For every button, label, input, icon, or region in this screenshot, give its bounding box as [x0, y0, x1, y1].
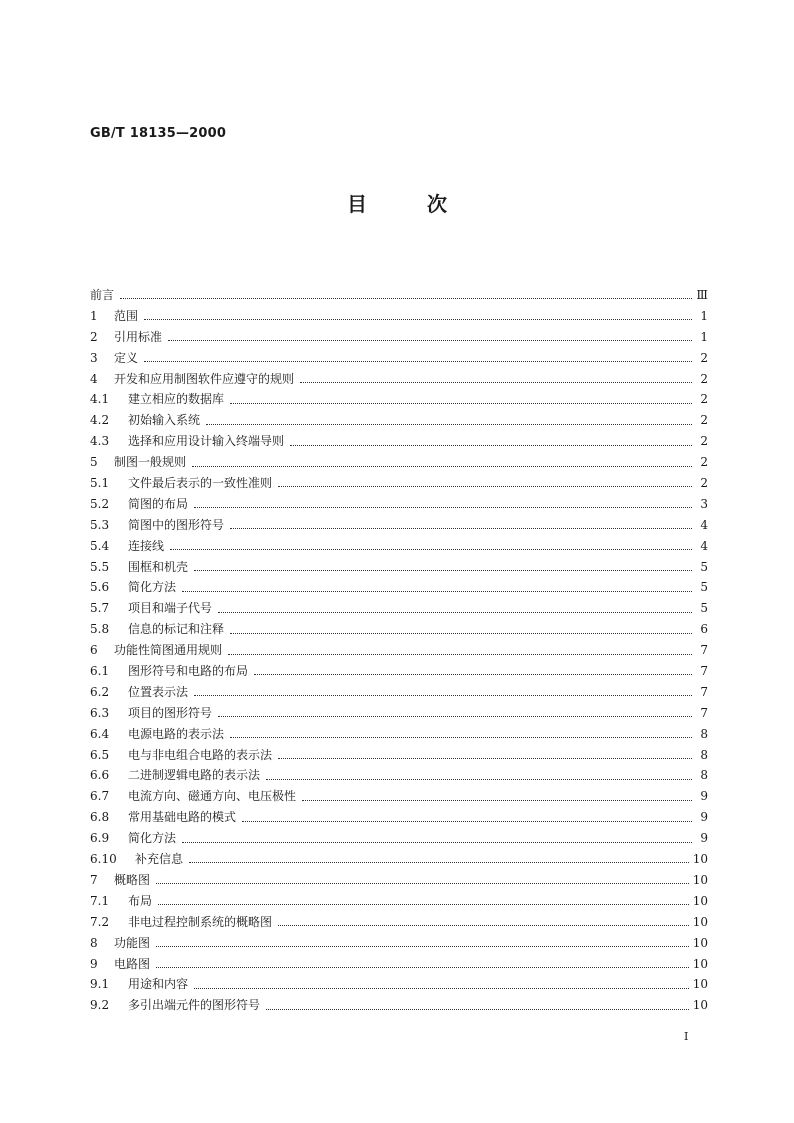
- toc-entry-page: 10: [692, 914, 708, 929]
- toc-leader-dots: [120, 297, 692, 299]
- toc-leader-dots: [230, 632, 692, 634]
- toc-entry-number: 4.1: [90, 392, 110, 407]
- toc-entry-number: 5.2: [90, 496, 110, 511]
- toc-entry-number: 3: [90, 350, 98, 365]
- toc-entry[interactable]: [90, 348, 708, 369]
- toc-entry-page: 5: [700, 559, 708, 574]
- toc-entry-label: 前言: [90, 288, 115, 302]
- toc-leader-dots: [194, 506, 692, 508]
- toc-entry-label: 信息的标记和注释: [128, 622, 225, 637]
- toc-entry-label: 简图的布局: [128, 496, 189, 511]
- toc-leader-dots: [230, 527, 692, 529]
- toc-entry-label: 围框和机壳: [128, 559, 189, 574]
- toc-entry[interactable]: [90, 431, 708, 452]
- toc-entry-number: 6.7: [90, 789, 110, 804]
- toc-entry-label: 引用标准: [114, 329, 163, 344]
- toc-entry-label: 电路图: [114, 956, 151, 971]
- toc-entry-page: 1: [700, 308, 708, 323]
- toc-entry-number: 5.5: [90, 559, 110, 574]
- toc-leader-dots: [194, 987, 689, 989]
- toc-entry-page: 9: [700, 831, 708, 846]
- toc-leader-dots: [168, 339, 692, 341]
- toc-entry-label: 项目和端子代号: [128, 601, 213, 616]
- toc-entry-number: 6.4: [90, 726, 110, 741]
- toc-entry[interactable]: [90, 285, 708, 306]
- toc-entry-label: 多引出端元件的图形符号: [128, 998, 261, 1013]
- toc-entry-page: 2: [700, 455, 708, 470]
- toc-leader-dots: [266, 778, 692, 780]
- toc-entry-label: 定义: [114, 350, 139, 365]
- toc-entry-label: 布局: [128, 893, 153, 908]
- toc-entry-page: 4: [700, 538, 708, 553]
- toc-entry[interactable]: [90, 661, 708, 682]
- toc-entry-label: 选择和应用设计输入终端导则: [128, 434, 285, 449]
- toc-entry-page: 2: [700, 371, 708, 386]
- toc-entry[interactable]: [90, 619, 708, 640]
- toc-entry-number: 6.8: [90, 810, 110, 825]
- toc-entry-number: 5.6: [90, 580, 110, 595]
- toc-entry-number: 9.2: [90, 998, 110, 1013]
- toc-entry-label: 制图一般规则: [114, 455, 187, 470]
- toc-entry[interactable]: [90, 974, 708, 995]
- toc-entry-label: 连接线: [128, 538, 165, 553]
- toc-entry-label: 范围: [114, 308, 139, 323]
- toc-entry[interactable]: [90, 891, 708, 912]
- toc-title: [0, 188, 794, 217]
- toc-entry[interactable]: [90, 954, 708, 975]
- toc-leader-dots: [230, 736, 692, 738]
- toc-entry-page: 2: [700, 392, 708, 407]
- toc-entry-label: 二进制逻辑电路的表示法: [128, 768, 261, 783]
- toc-entry[interactable]: [90, 515, 708, 536]
- toc-leader-dots: [156, 882, 689, 884]
- toc-entry-number: 6.6: [90, 768, 110, 783]
- toc-entry-number: 6.2: [90, 684, 110, 699]
- standard-code: GB/T 18135—2000: [90, 126, 227, 141]
- toc-entry[interactable]: [90, 640, 708, 661]
- toc-entry-page: 8: [700, 726, 708, 741]
- toc-entry-label: 电源电路的表示法: [128, 726, 225, 741]
- toc-leader-dots: [194, 569, 692, 571]
- toc-entry-page: 10: [692, 977, 708, 992]
- toc-entry-label: 功能图: [114, 935, 151, 950]
- toc-entry[interactable]: [90, 849, 708, 870]
- toc-entry-number: 2: [90, 329, 98, 344]
- toc-leader-dots: [182, 841, 692, 843]
- toc-entry-number: 6: [90, 643, 98, 658]
- toc-entry-label: 功能性简图通用规则: [114, 643, 223, 658]
- toc-leader-dots: [144, 360, 692, 362]
- toc-entry-page: 2: [700, 350, 708, 365]
- toc-entry-number: 4: [90, 371, 98, 386]
- toc-entry[interactable]: [90, 473, 708, 494]
- toc-entry[interactable]: [90, 682, 708, 703]
- toc-entry[interactable]: [90, 577, 708, 598]
- toc-leader-dots: [300, 381, 692, 383]
- toc-entry-page: 8: [700, 768, 708, 783]
- toc-leader-dots: [218, 611, 692, 613]
- toc-entry-page: 3: [700, 496, 708, 511]
- toc-entry-number: 9.1: [90, 977, 110, 992]
- toc-entry-number: 7: [90, 872, 98, 887]
- toc-entry-page: 7: [700, 664, 708, 679]
- toc-leader-dots: [156, 966, 689, 968]
- toc-leader-dots: [206, 423, 692, 425]
- toc-entry-page: 2: [700, 434, 708, 449]
- toc-entry-label: 初始输入系统: [128, 413, 201, 428]
- toc-entry[interactable]: [90, 410, 708, 431]
- toc-entry-page: 10: [692, 998, 708, 1013]
- toc-entry[interactable]: [90, 724, 708, 745]
- toc-entry[interactable]: [90, 494, 708, 515]
- toc-entry-number: 4.3: [90, 434, 110, 449]
- toc-entry-page: 7: [700, 643, 708, 658]
- toc-entry-number: 6.5: [90, 747, 110, 762]
- toc-title-char-2: 次: [427, 192, 447, 216]
- toc-entry-page: 5: [700, 601, 708, 616]
- toc-entry[interactable]: [90, 807, 708, 828]
- toc-leader-dots: [266, 1008, 689, 1010]
- toc-entry-number: 6.3: [90, 705, 110, 720]
- toc-leader-dots: [194, 694, 692, 696]
- toc-entry-page: 1: [700, 329, 708, 344]
- toc-list: [90, 285, 708, 1016]
- toc-entry-page: 9: [700, 789, 708, 804]
- toc-entry-page: 4: [700, 517, 708, 532]
- toc-entry-page: 6: [700, 622, 708, 637]
- toc-entry-page: 8: [700, 747, 708, 762]
- toc-entry[interactable]: [90, 995, 708, 1016]
- toc-entry-label: 文件最后表示的一致性准则: [128, 476, 273, 491]
- toc-entry-label: 概略图: [114, 872, 151, 887]
- toc-entry-page: 5: [700, 580, 708, 595]
- toc-leader-dots: [302, 799, 692, 801]
- toc-entry-number: 6.9: [90, 831, 110, 846]
- toc-entry-label: 电流方向、磁通方向、电压极性: [128, 789, 297, 804]
- toc-entry[interactable]: [90, 870, 708, 891]
- toc-entry-label: 用途和内容: [128, 977, 189, 992]
- toc-entry-page: 2: [700, 476, 708, 491]
- toc-entry-label: 开发和应用制图软件应遵守的规则: [114, 371, 295, 386]
- toc-title-char-1: 目: [347, 192, 367, 216]
- toc-entry-label: 建立相应的数据库: [128, 392, 225, 407]
- toc-leader-dots: [290, 444, 692, 446]
- toc-entry-number: 9: [90, 956, 98, 971]
- toc-entry-number: 7.1: [90, 893, 110, 908]
- toc-entry-page: 2: [700, 413, 708, 428]
- toc-entry-label: 非电过程控制系统的概略图: [128, 914, 273, 929]
- toc-entry-label: 图形符号和电路的布局: [128, 664, 249, 679]
- toc-entry-page: 7: [700, 684, 708, 699]
- toc-entry-number: 5.1: [90, 476, 110, 491]
- toc-leader-dots: [144, 318, 692, 320]
- toc-leader-dots: [228, 653, 692, 655]
- toc-leader-dots: [254, 673, 692, 675]
- toc-entry-page: Ⅲ: [696, 288, 708, 302]
- toc-entry-label: 简化方法: [128, 580, 177, 595]
- toc-entry-number: 5.7: [90, 601, 110, 616]
- toc-entry-number: 4.2: [90, 413, 110, 428]
- toc-leader-dots: [278, 924, 689, 926]
- toc-leader-dots: [192, 465, 692, 467]
- toc-leader-dots: [189, 861, 689, 863]
- toc-entry-label: 补充信息: [135, 852, 184, 867]
- toc-entry-label: 常用基础电路的模式: [128, 810, 237, 825]
- toc-entry[interactable]: [90, 598, 708, 619]
- toc-entry-page: 7: [700, 705, 708, 720]
- toc-leader-dots: [278, 757, 692, 759]
- toc-entry-number: 7.2: [90, 914, 110, 929]
- toc-entry-number: 1: [90, 308, 98, 323]
- toc-entry-number: 5: [90, 455, 98, 470]
- toc-entry-label: 位置表示法: [128, 684, 189, 699]
- toc-leader-dots: [278, 485, 692, 487]
- toc-entry[interactable]: [90, 703, 708, 724]
- toc-entry-page: 10: [692, 956, 708, 971]
- toc-leader-dots: [170, 548, 692, 550]
- toc-entry[interactable]: [90, 369, 708, 390]
- toc-entry-label: 电与非电组合电路的表示法: [128, 747, 273, 762]
- toc-entry[interactable]: [90, 786, 708, 807]
- toc-entry-label: 简化方法: [128, 831, 177, 846]
- toc-entry[interactable]: [90, 828, 708, 849]
- toc-entry[interactable]: [90, 765, 708, 786]
- toc-entry[interactable]: [90, 452, 708, 473]
- toc-leader-dots: [156, 945, 689, 947]
- toc-entry-number: 6.10: [90, 852, 117, 867]
- toc-entry-number: 8: [90, 935, 98, 950]
- toc-entry-number: 5.3: [90, 517, 110, 532]
- toc-leader-dots: [218, 715, 692, 717]
- toc-entry[interactable]: [90, 327, 708, 348]
- toc-entry-page: 10: [692, 872, 708, 887]
- toc-entry-page: 10: [692, 893, 708, 908]
- toc-entry-page: 10: [692, 852, 708, 867]
- toc-entry-number: 5.8: [90, 622, 110, 637]
- page-number: I: [684, 1030, 689, 1043]
- toc-entry-number: 6.1: [90, 664, 110, 679]
- toc-entry[interactable]: [90, 745, 708, 766]
- toc-entry[interactable]: [90, 389, 708, 410]
- toc-entry-page: 9: [700, 810, 708, 825]
- toc-entry-page: 10: [692, 935, 708, 950]
- toc-entry-number: 5.4: [90, 538, 110, 553]
- toc-entry[interactable]: [90, 536, 708, 557]
- toc-entry-label: 简图中的图形符号: [128, 517, 225, 532]
- toc-leader-dots: [242, 820, 692, 822]
- toc-entry[interactable]: [90, 933, 708, 954]
- toc-entry-label: 项目的图形符号: [128, 705, 213, 720]
- toc-leader-dots: [158, 903, 689, 905]
- toc-leader-dots: [230, 402, 692, 404]
- toc-leader-dots: [182, 590, 692, 592]
- toc-entry[interactable]: [90, 557, 708, 578]
- toc-entry[interactable]: [90, 306, 708, 327]
- toc-entry[interactable]: [90, 912, 708, 933]
